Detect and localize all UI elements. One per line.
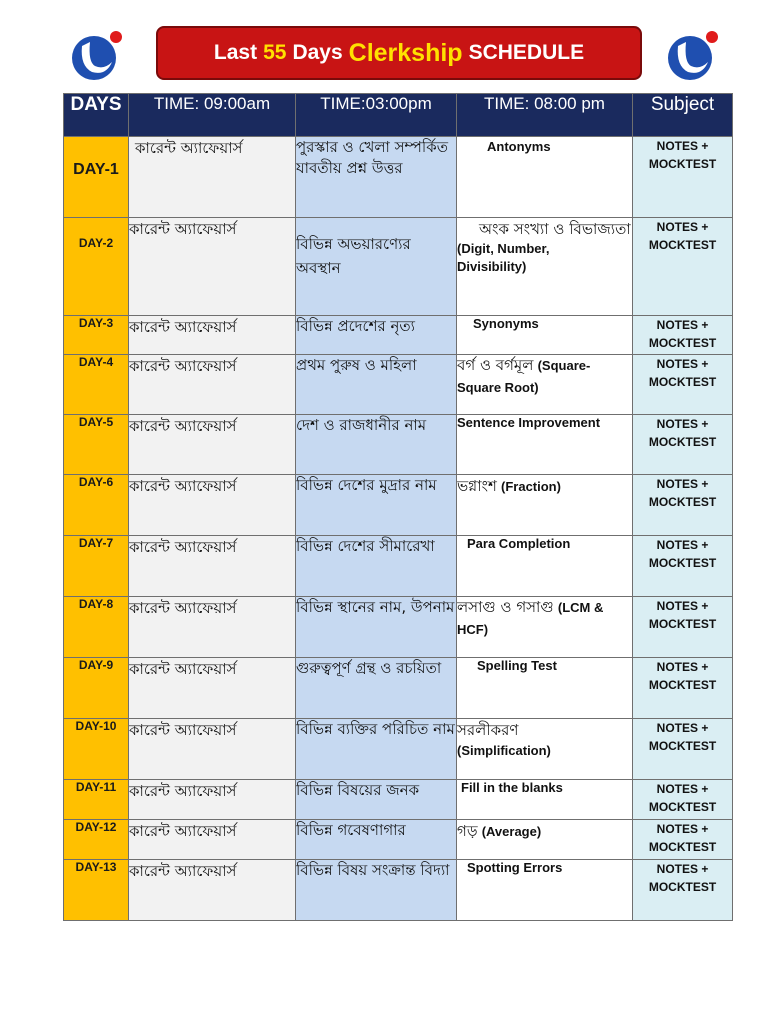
evening-cell <box>457 316 633 355</box>
evening-text-bn: অংক সংখ্যা ও বিভাজ্যতা <box>479 220 631 238</box>
afternoon-cell: বিভিন্ন ব্যক্তির পরিচিত নাম <box>296 719 457 780</box>
day-cell: DAY-4 <box>64 355 129 415</box>
table-row <box>64 218 733 316</box>
morning-cell <box>129 137 296 218</box>
afternoon-cell: বিভিন্ন বিষয় সংক্রান্ত বিদ্যা <box>296 860 457 921</box>
table-row <box>64 780 733 820</box>
afternoon-cell: বিভিন্ন দেশের মুদ্রার নাম <box>296 475 457 536</box>
evening-text-en: (LCM & HCF) <box>457 600 604 637</box>
day-cell: DAY-11 <box>64 780 129 820</box>
column-header-days: DAYS <box>64 94 129 137</box>
subject-cell: NOTES + MOCKTEST <box>633 355 733 415</box>
afternoon-cell: প্রথম পুরুষ ও মহিলা <box>296 355 457 415</box>
evening-text-en: Spelling Test <box>477 658 557 673</box>
evening-text-bn: গড় <box>457 822 478 840</box>
table-row <box>64 475 733 536</box>
table-row <box>64 536 733 597</box>
day-cell: DAY-1 <box>64 137 129 218</box>
subject-cell: NOTES + MOCKTEST <box>633 475 733 536</box>
subject-cell: NOTES + MOCKTEST <box>633 316 733 355</box>
title-suffix: SCHEDULE <box>468 41 585 64</box>
day-cell: DAY-10 <box>64 719 129 780</box>
title-prefix: Last <box>213 41 258 64</box>
day-cell: DAY-7 <box>64 536 129 597</box>
evening-text-bn: ভগ্নাংশ <box>457 477 497 495</box>
evening-text-en: Antonyms <box>487 139 551 154</box>
afternoon-cell: গুরুত্বপূর্ণ গ্রন্থ ও রচয়িতা <box>296 658 457 719</box>
morning-cell: কারেন্ট অ্যাফেয়ার্স <box>129 658 296 719</box>
evening-text-bn: সরলীকরণ <box>457 721 519 739</box>
day-cell: DAY-6 <box>64 475 129 536</box>
morning-cell: কারেন্ট অ্যাফেয়ার্স <box>129 355 296 415</box>
evening-text-en: (Square-Square Root) <box>457 358 591 395</box>
evening-text-en: Spotting Errors <box>467 860 563 875</box>
title-banner <box>156 26 642 80</box>
evening-cell <box>457 137 633 218</box>
evening-text-bn: লসাগু ও গসাগু <box>457 598 554 616</box>
afternoon-cell: বিভিন্ন গবেষণাগার <box>296 820 457 860</box>
evening-cell <box>457 415 633 475</box>
evening-text-en: (Digit, Number, Divisibility) <box>457 241 550 274</box>
subject-cell: NOTES + MOCKTEST <box>633 218 733 316</box>
day-cell: DAY-3 <box>64 316 129 355</box>
table-row <box>64 137 733 218</box>
morning-cell: কারেন্ট অ্যাফেয়ার্স <box>129 860 296 921</box>
afternoon-cell <box>296 137 457 218</box>
subject-cell: NOTES + MOCKTEST <box>633 780 733 820</box>
schedule-table <box>63 93 733 921</box>
brand-logo-icon <box>68 28 124 84</box>
table-row <box>64 658 733 719</box>
table-row <box>64 719 733 780</box>
subject-cell: NOTES + MOCKTEST <box>633 820 733 860</box>
table-row <box>64 597 733 658</box>
morning-cell: কারেন্ট অ্যাফেয়ার্স <box>129 475 296 536</box>
afternoon-cell <box>296 218 457 316</box>
evening-text-en: Para Completion <box>467 536 571 551</box>
day-cell: DAY-13 <box>64 860 129 921</box>
day-cell: DAY-2 <box>64 218 129 316</box>
morning-text: কারেন্ট অ্যাফেয়ার্স <box>135 139 243 157</box>
day-cell: DAY-9 <box>64 658 129 719</box>
table-header-row <box>64 94 733 137</box>
column-header-subject: Subject <box>633 94 733 137</box>
morning-cell: কারেন্ট অ্যাফেয়ার্স <box>129 597 296 658</box>
table-row <box>64 820 733 860</box>
subject-cell: NOTES + MOCKTEST <box>633 658 733 719</box>
afternoon-text: বিভিন্ন অভয়ারণ্যের অবস্থান <box>296 235 411 277</box>
table-row <box>64 860 733 921</box>
morning-cell: কারেন্ট অ্যাফেয়ার্স <box>129 780 296 820</box>
day-cell: DAY-5 <box>64 415 129 475</box>
morning-cell: কারেন্ট অ্যাফেয়ার্স <box>129 316 296 355</box>
evening-cell <box>457 536 633 597</box>
morning-cell: কারেন্ট অ্যাফেয়ার্স <box>129 719 296 780</box>
brand-logo-icon <box>664 28 720 84</box>
title-days: Days <box>292 41 343 64</box>
evening-text-en: (Simplification) <box>457 743 551 758</box>
evening-cell <box>457 860 633 921</box>
table-row <box>64 355 733 415</box>
subject-cell: NOTES + MOCKTEST <box>633 137 733 218</box>
title-highlight: Clerkship <box>348 38 463 67</box>
day-cell: DAY-12 <box>64 820 129 860</box>
subject-cell: NOTES + MOCKTEST <box>633 536 733 597</box>
subject-cell: NOTES + MOCKTEST <box>633 860 733 921</box>
afternoon-cell: দেশ ও রাজধানীর নাম <box>296 415 457 475</box>
afternoon-cell: বিভিন্ন প্রদেশের নৃত্য <box>296 316 457 355</box>
subject-cell: NOTES + MOCKTEST <box>633 597 733 658</box>
column-header-time-9am: TIME: 09:00am <box>129 94 296 137</box>
morning-cell: কারেন্ট অ্যাফেয়ার্স <box>129 415 296 475</box>
evening-cell <box>457 218 633 316</box>
evening-cell <box>457 355 633 415</box>
evening-cell <box>457 820 633 860</box>
table-row <box>64 415 733 475</box>
subject-cell: NOTES + MOCKTEST <box>633 719 733 780</box>
evening-text-en: (Fraction) <box>501 479 561 494</box>
morning-cell: কারেন্ট অ্যাফেয়ার্স <box>129 218 296 316</box>
morning-cell: কারেন্ট অ্যাফেয়ার্স <box>129 536 296 597</box>
day-cell: DAY-8 <box>64 597 129 658</box>
afternoon-cell: বিভিন্ন স্থানের নাম, উপনাম <box>296 597 457 658</box>
afternoon-cell: বিভিন্ন বিষয়ের জনক <box>296 780 457 820</box>
morning-cell: কারেন্ট অ্যাফেয়ার্স <box>129 820 296 860</box>
evening-text-bn: বর্গ ও বর্গমূল <box>457 356 534 374</box>
evening-cell <box>457 658 633 719</box>
afternoon-text: পুরস্কার ও খেলা সম্পর্কিত যাবতীয় প্রশ্ন উত্তর <box>296 138 448 177</box>
column-header-time-3pm: TIME:03:00pm <box>296 94 457 137</box>
title-number: 55 <box>263 41 287 64</box>
evening-cell <box>457 597 633 658</box>
evening-cell <box>457 475 633 536</box>
evening-cell <box>457 719 633 780</box>
afternoon-cell: বিভিন্ন দেশের সীমারেখা <box>296 536 457 597</box>
evening-text-en: Synonyms <box>473 316 539 331</box>
evening-text-en: Sentence Improvement <box>457 415 601 430</box>
table-row <box>64 316 733 355</box>
evening-cell <box>457 780 633 820</box>
evening-text-en: (Average) <box>481 824 542 839</box>
evening-text-en: Fill in the blanks <box>461 780 563 795</box>
subject-cell: NOTES + MOCKTEST <box>633 415 733 475</box>
column-header-time-8pm: TIME: 08:00 pm <box>457 94 633 137</box>
